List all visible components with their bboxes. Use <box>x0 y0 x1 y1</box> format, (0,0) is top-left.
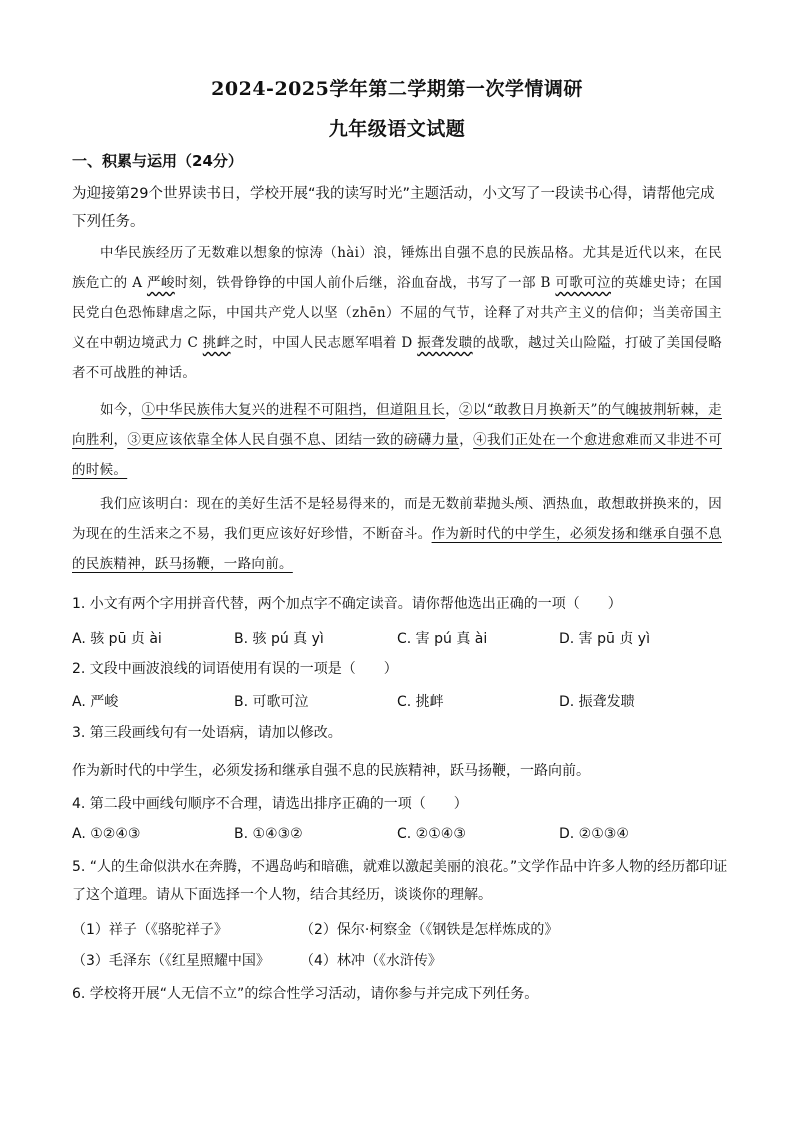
passage-text: ， <box>113 432 128 448</box>
question-3-stem: 3. 第三段画线句有一处语病，请加以修改。 <box>72 725 342 741</box>
option-b[interactable]: B. 骇 pú 真 yì <box>234 631 324 647</box>
wavy-word-b: 可歌可泣 <box>555 275 611 291</box>
option-a[interactable]: A. 骇 pū 贞 ài <box>72 631 162 647</box>
passage-text: 时刻，铁骨铮铮的中国人前仆后继，浴血奋战，书写了一部 B <box>174 275 556 291</box>
option-d[interactable]: D. 害 pū 贞 yì <box>559 631 650 647</box>
question-5-stem: 5. “人的生命似洪水在奔腾，不遇岛屿和暗礁，就难以激起美丽的浪花。”文学作品中许多人物的经历都印证了这个道理。请从下面选择一个人物，结合其经历，谈谈你的理解。 <box>72 859 728 903</box>
option-b[interactable]: B. 可歌可泣 <box>234 694 309 710</box>
underlined-sentence-1: ①中华民族伟大复兴的进程不可阻挡，但道阻且长 <box>141 402 446 418</box>
exam-subtitle: 九年级语文试题 <box>328 118 466 140</box>
passage-text: 中华民族经历了无数难以想象的惊涛（hài）浪，锤炼出自强不息的民族品格。尤其是近代以来，在民族危亡的 A <box>72 245 722 291</box>
wavy-word-d: 振聋发聩 <box>417 335 473 351</box>
choice-3: （3）毛泽东（《红星照耀中国》 <box>72 953 270 969</box>
passage-text: 如今， <box>100 402 142 418</box>
option-a[interactable]: A. 严峻 <box>72 694 119 710</box>
choice-1: （1）祥子（《骆驼祥子》 <box>72 922 228 938</box>
wavy-word-a: 严峻 <box>146 275 175 291</box>
choice-2: （2）保尔·柯察金（《钢铁是怎样炼成的》 <box>300 922 559 938</box>
question-4-options <box>72 826 732 850</box>
passage-paragraph-3 <box>72 489 722 579</box>
passage-text: ， <box>445 402 460 418</box>
option-d[interactable]: D. 振聋发聩 <box>559 694 635 710</box>
passage-text: ， <box>459 432 474 448</box>
section-heading: 一、积累与运用（24分） <box>72 152 243 170</box>
exam-title: 2024-2025学年第二学期第一次学情调研 <box>211 78 583 100</box>
question-4-stem: 4. 第二段中画线句顺序不合理，请选出排序正确的一项（ ） <box>72 796 468 812</box>
passage-text: 的战歌，越过关山险隘，打破了美国侵略者不可战胜的神话。 <box>72 335 723 381</box>
passage-paragraph-1 <box>72 238 722 388</box>
question-5-choices-row-1 <box>72 919 732 943</box>
passage-paragraph-2 <box>72 395 722 485</box>
passage-text: 我们应该明白：现在的美好生活不是轻易得来的，而是无数前辈抛头颅、洒热血，敢想敢拼换来的，因为现在的生活来之不易，我们更应该好好珍惜，不断奋斗。 <box>72 496 722 542</box>
question-6-stem: 6. 学校将开展“人无信不立”的综合性学习活动，请你参与并完成下列任务。 <box>72 986 539 1002</box>
intro-text: 为迎接第29个世界读书日，学校开展“我的读写时光”主题活动，小文写了一段读书心得，请帮他完成下列任务。 <box>72 186 715 230</box>
option-a[interactable]: A. ①②④③ <box>72 826 141 842</box>
option-c[interactable]: C. 害 pú 真 ài <box>397 631 488 647</box>
question-5-choices-row-2 <box>72 950 732 974</box>
passage-text: 之时，中国人民志愿军唱着 D <box>230 335 418 351</box>
option-c[interactable]: C. ②①④③ <box>397 826 466 842</box>
option-b[interactable]: B. ①④③② <box>234 826 303 842</box>
question-1-options <box>72 628 732 652</box>
option-d[interactable]: D. ②①③④ <box>559 826 629 842</box>
question-1-stem: 1. 小文有两个字用拼音代替，两个加点字不确定读音。请你帮他选出正确的一项（ ） <box>72 596 622 612</box>
underlined-sentence-3: ③更应该依靠全体人民自强不息、团结一致的磅礴力量 <box>127 432 460 448</box>
question-2-stem: 2. 文段中画波浪线的词语使用有误的一项是（ ） <box>72 661 398 677</box>
option-c[interactable]: C. 挑衅 <box>397 694 444 710</box>
question-3-sentence: 作为新时代的中学生，必须发扬和继承自强不息的民族精神，跃马扬鞭，一路向前。 <box>72 763 590 779</box>
passage-text: 的英雄史诗；在国民党白色恐怖肆虐之际，中国共产党人以坚（zhēn）不屈的气节，诠释了对共产主义的信仰；当美帝国主义在中朝边境武力 C <box>72 275 723 351</box>
choice-4: （4）林冲（《水浒传》 <box>300 953 442 969</box>
underlined-sentence-faulty: 作为新时代的中学生，必须发扬和继承自强不息的民族精神，跃马扬鞭，一路向前。 <box>72 526 722 572</box>
question-2-options <box>72 691 732 715</box>
underlined-sentence-4: ④我们正处在一个愈进愈难而又非进不可的时候。 <box>72 432 723 478</box>
underlined-sentence-2: ②以“敢教日月换新天”的气魄披荆斩棘，走向胜利 <box>72 402 722 448</box>
wavy-word-c: 挑衅 <box>202 335 231 351</box>
